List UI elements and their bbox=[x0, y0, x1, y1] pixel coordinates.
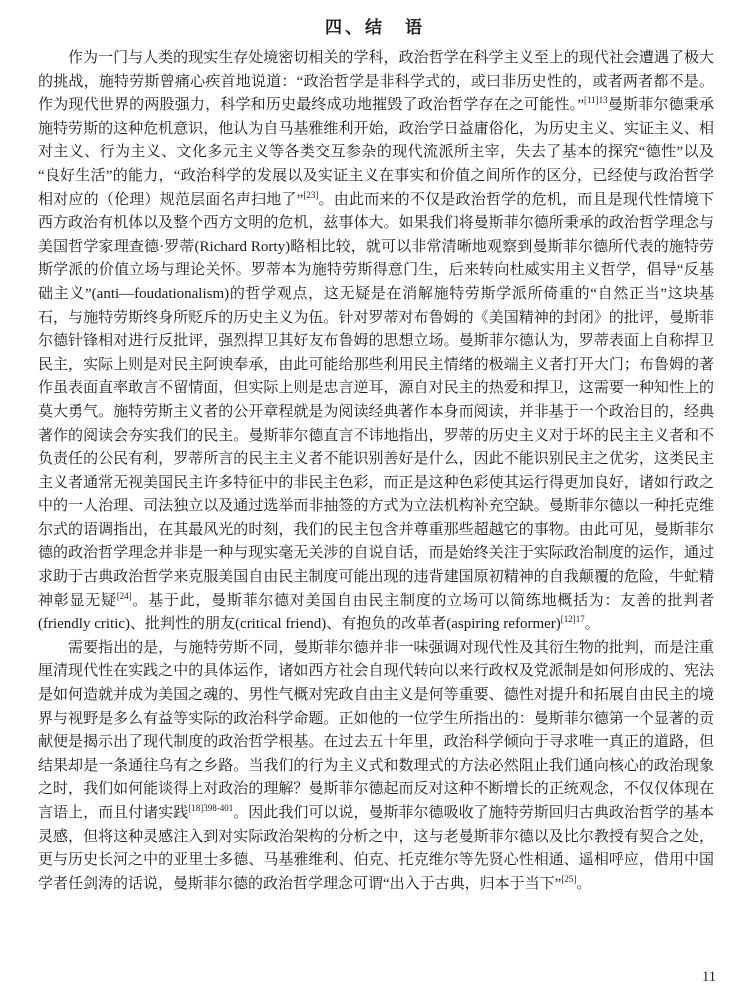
paragraph: 作为一门与人类的现实生存处境密切相关的学科，政治哲学在科学主义至上的现代社会遭遇了极大的挑战，施特劳斯曾痛心疾首地说道：“政治哲学是非科学式的，或曰非历史性的，或者两者都不是。作为现代世界的两股强力，科学和历史最终成功地摧毁了政治哲学存在之可能性。”$^{[11]13}$曼斯菲尔德秉承施特劳斯的这种危机意识，他认为自马基雅维利开始，政治学日益庸俗化，为历史主义、实证主义、相对主义、行为主义、文化多元主义等各类交互参杂的现代流派所主宰，失去了基本的探究“德性”以及“良好生活”的能力，“政治科学的发展以及实证主义在事实和价值之间所作的区分，已经使与政治哲学相对应的（伦理）规范层面名声扫地了”[23]。由此而来的不仅是政治哲学的危机，而且是现代性情境下西方政治有机体以及整个西方文明的危机，兹事体大。如果我们将曼斯菲尔德所秉承的政治哲学理念与美国哲学家理查德·罗蒂(Richard Rorty)略相比较，就可以非常清晰地观察到曼斯菲尔德所代表的施特劳斯学派的价值立场与理论关怀。罗蒂本为施特劳斯得意门生，后来转向杜威实用主义哲学，倡导“反基础主义”(anti—foudationalism)的哲学观点，这无疑是在消解施特劳斯学派所倚重的“自然正当”这块基石，与施特劳斯终身所贬斥的历史主义为伍。针对罗蒂对布鲁姆的《美国精神的封闭》的批评，曼斯菲尔德针锋相对进行反批评，强烈捍卫其好友布鲁姆的思想立场。曼斯菲尔德认为，罗蒂表面上自称捍卫民主，实际上则是对民主阿谀奉承，由此可能给那些利用民主情绪的极端主义者打开大门；布鲁姆的著作虽表面直率敢言不留情面，但实际上则是忠言逆耳，源自对民主的热爱和捍卫，这需要一种知性上的莫大勇气。施特劳斯主义者的公开章程就是为阅读经典著作本身而阅读，并非基于一个政治目的，经典著作的阅读会夯实我们的民主。曼斯菲尔德直言不讳地指出，罗蒂的历史主义对于坏的民主主义者和不负责任的公民有利，罗蒂所言的民主主义者不能识别善好是什么，因此不能识别民主之优劣，这类民主主义者通常无视美国民主许多特征中的非民主色彩，而正是这种色彩使其运行得更加良好，诸如行政之中的一人治理、司法独立以及通过选举而非抽签的方式为立法机构补充空缺。曼斯菲尔德以一种托克维尔式的语调指出，在其最风光的时刻，我们的民主包含并尊重那些超越它的事物。由此可见，曼斯菲尔德的政治哲学理念并非是一种与现实毫无关涉的自说自话，而是始终关注于实际政治制度的运作，通过求助于古典政治哲学来克服美国自由民主制度可能出现的违背建国原初精神的自我颠覆的危险，牛虻精神彰显无疑[24]。基于此，曼斯菲尔德对美国自由民主制度的立场可以简练地概括为：友善的批判者(friendly critic)、批判性的朋友(critical friend)、有抱负的改革者(aspiring reformer)$^{[12]17}$。 bbox=[38, 50, 714, 633]
page-number: 11 bbox=[702, 969, 716, 985]
citation-superscript: [11]13 bbox=[583, 95, 608, 106]
citation-superscript: [25] bbox=[561, 873, 577, 884]
body-text bbox=[38, 47, 714, 896]
section-title: 四、结 语 bbox=[325, 18, 425, 37]
paragraph: 需要指出的是，与施特劳斯不同，曼斯菲尔德并非一味强调对现代性及其衍生物的批判，而是注重厘清现代性在实践之中的具体运作，诸如西方社会自现代转向以来行政权及党派制是如何形成的、宪法是如何造就并成为美国之魂的、男性气概对宪政自由主义是何等重要、德性对提升和拓展自由民主的境界与视野是多么有益等实际的政治科学命题。正如他的一位学生所指出的：曼斯菲尔德第一个显著的贡献便是揭示出了现代制度的政治哲学根基。在过去五十年里，政治科学倾向于寻求唯一真正的道路，但结果却是一条通往乌有之乡路。当我们的行为主义式和数理式的方法必然阻止我们通向核心的政治现象之时，我们如何能谈得上对政治的理解？曼斯菲尔德起而反对这种不断增长的正统观念，不仅仅体现在言语上，而且付诸实践$^{[18]398-401}$。因此我们可以说，曼斯菲尔德吸收了施特劳斯回归古典政治哲学的基本灵感，但将这种灵感注入到对实际政治架构的分析之中，这与老曼斯菲尔德以及比尔教授有契合之处，更与历史长河之中的亚里士多德、马基雅维利、伯克、托克维尔等先贤心性相通、遥相呼应，借用中国学者任剑涛的话说，曼斯菲尔德的政治哲学理念可谓“出入于古典，归本于当下”[25]。 bbox=[38, 639, 714, 892]
citation-superscript: [24] bbox=[116, 590, 132, 601]
citation-superscript: [12]17 bbox=[560, 614, 585, 625]
citation-superscript: [23] bbox=[303, 189, 319, 200]
citation-superscript: [18]398-401 bbox=[188, 803, 234, 813]
